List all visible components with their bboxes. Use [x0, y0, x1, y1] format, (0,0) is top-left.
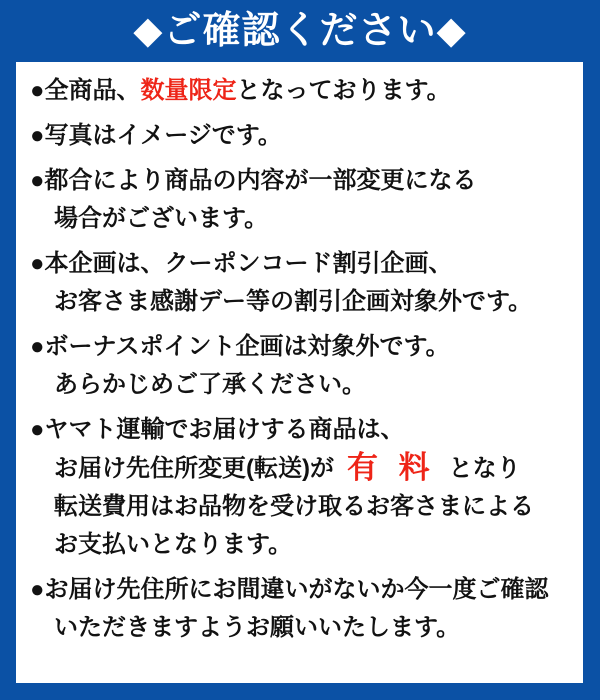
notice-item-bonus-points: [30, 328, 573, 404]
notice-text: となっております。: [236, 77, 451, 104]
notice-line: [30, 162, 573, 200]
notice-text: あらかじめご了承ください。: [54, 371, 366, 398]
notice-item-limited-quantity: [30, 72, 573, 110]
notice-text: 転送費用はお品物を受け取るお客さまによる: [54, 493, 534, 520]
notice-line: [30, 72, 573, 110]
notice-line: [30, 200, 573, 238]
notice-line: [30, 488, 573, 526]
notice-text: ●お届け先住所にお間違いがないか今一度ご確認: [30, 576, 549, 603]
notice-panel: [16, 62, 583, 683]
notice-item-discount-exclusion: [30, 245, 573, 321]
notice-line: [30, 245, 573, 283]
page-title: ◆ご確認ください◆: [133, 10, 467, 52]
notice-text: ●都合により商品の内容が一部変更になる: [30, 167, 477, 194]
notice-text: となり: [448, 455, 521, 482]
notice-item-address-confirmation: [30, 571, 573, 647]
notice-text: ●本企画は、クーポンコード割引企画、: [30, 250, 453, 277]
notice-text: お届け先住所変更(転送)が: [54, 455, 334, 482]
notice-line: [30, 449, 573, 488]
notice-line: [30, 609, 573, 647]
notice-text: ●ヤマト運輸でお届けする商品は、: [30, 416, 405, 443]
notice-line: [30, 571, 573, 609]
notice-text: ●ボーナスポイント企画は対象外です。: [30, 333, 450, 360]
notice-text-highlight: 数量限定: [140, 77, 237, 104]
notice-line: [30, 366, 573, 404]
header-banner: [0, 0, 600, 62]
notice-text: お客さま感謝デー等の割引企画対象外です。: [54, 288, 533, 315]
notice-line: [30, 411, 573, 449]
notice-text: ●全商品、: [30, 77, 141, 104]
notice-text: お支払いとなります。: [54, 531, 293, 558]
notice-item-content-change: [30, 162, 573, 238]
notice-line: [30, 283, 573, 321]
notice-line: [30, 328, 573, 366]
notice-line: [30, 526, 573, 564]
notice-line: [30, 117, 573, 155]
notice-text: 場合がございます。: [54, 205, 269, 232]
notice-text: いただきますようお願いいたします。: [54, 614, 461, 641]
notice-text-fee-highlight: 有 料: [346, 450, 436, 485]
notice-item-photo-image: [30, 117, 573, 155]
notice-text: ●写真はイメージです。: [30, 122, 282, 149]
notice-item-yamato-shipping: [30, 411, 573, 564]
